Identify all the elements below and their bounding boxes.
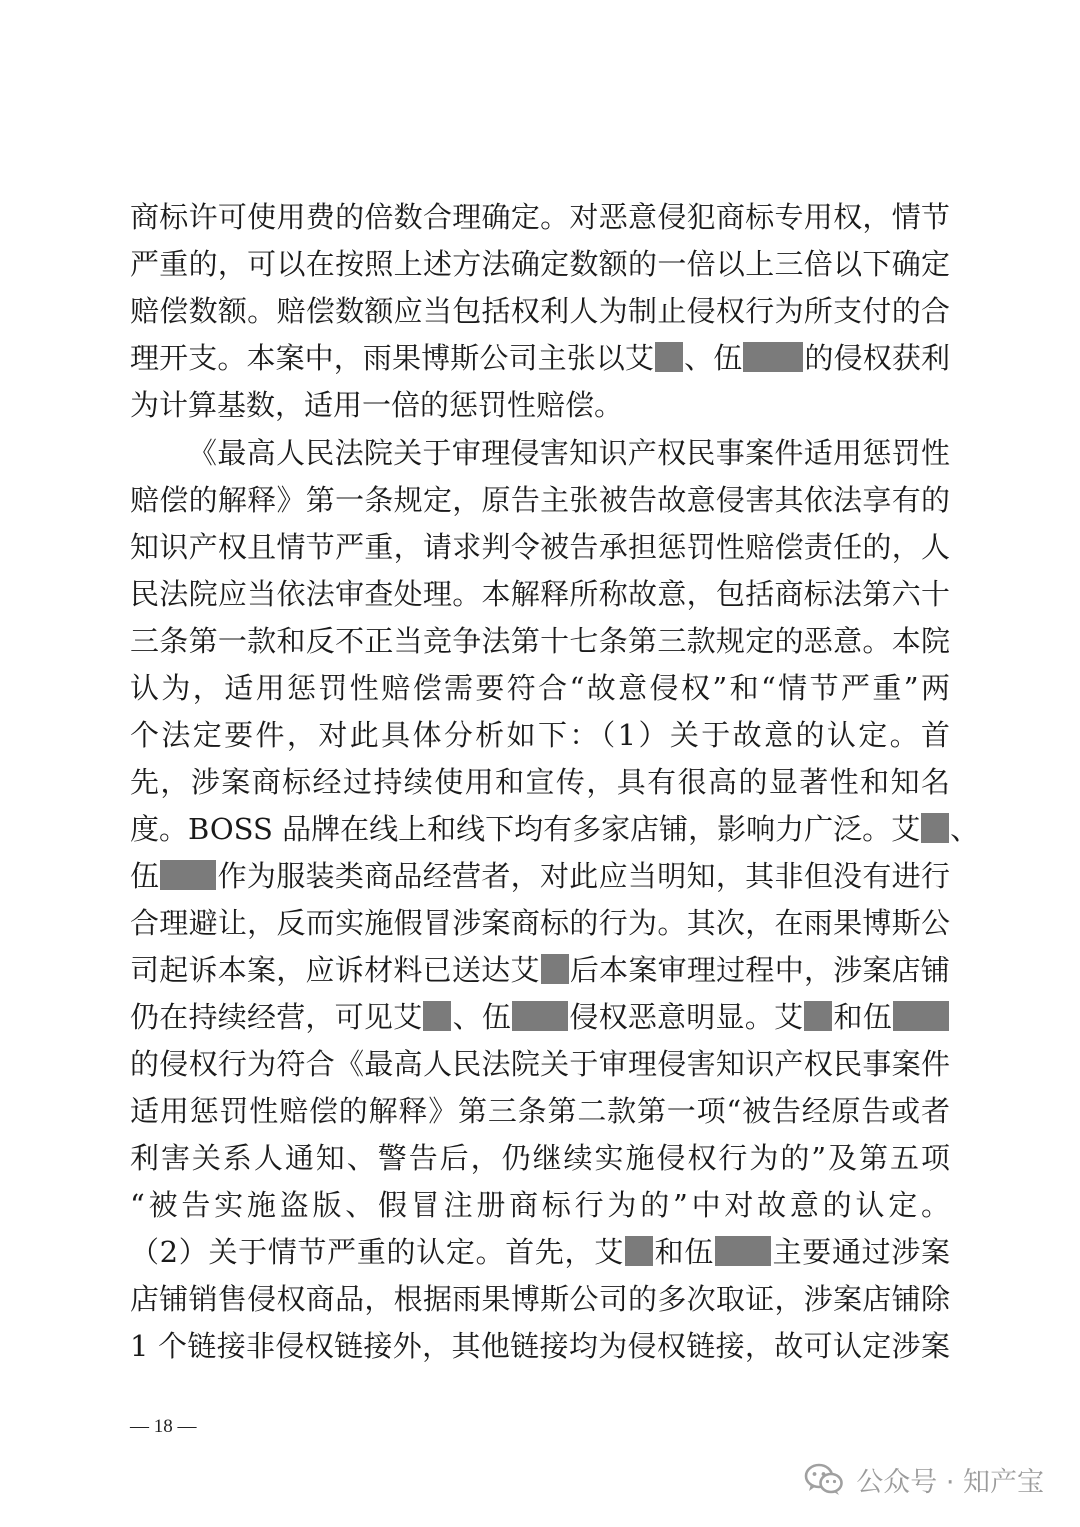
text-segment: 严重的，可以在按照上述方法确定数额的一倍以上三倍以下确定	[130, 247, 950, 281]
text-segment: 合理避让，反而实施假冒涉案商标的行为。其次，在雨果博斯公	[130, 906, 950, 940]
text-segment: 主要通过涉案	[771, 1235, 950, 1269]
text-segment: 商标许可使用费的倍数合理确定。对恶意侵犯商标专用权，情节	[130, 200, 950, 234]
text-segment: 的侵权行为符合《最高人民法院关于审理侵害知识产权民事案件	[130, 1047, 950, 1081]
text-line-19	[130, 1041, 950, 1087]
text-segment: 理开支。本案中，雨果博斯公司主张以艾	[130, 341, 655, 375]
text-segment: 仍在持续经营，可见艾	[130, 1000, 423, 1034]
text-line-7	[130, 477, 950, 523]
text-segment: 店铺销售侵权商品，根据雨果博斯公司的多次取证，涉案店铺除	[130, 1282, 950, 1316]
text-segment: 、伍	[452, 1000, 512, 1034]
text-segment: 利害关系人通知、警告后，仍继续实施侵权行为的”及第五项	[130, 1141, 950, 1175]
text-segment: 认为，适用惩罚性赔偿需要符合“故意侵权”和“情节严重”两	[130, 671, 950, 705]
text-segment: 知识产权且情节严重，请求判令被告承担惩罚性赔偿责任的，人	[130, 530, 950, 564]
text-segment: 《最高人民法院关于审理侵害知识产权民事案件适用惩罚性	[188, 436, 950, 470]
text-line-11	[130, 665, 950, 711]
text-line-22	[130, 1182, 950, 1228]
text-line-24	[130, 1276, 950, 1322]
text-line-4	[130, 335, 950, 381]
text-segment: 、伍	[684, 341, 743, 375]
text-segment: 个法定要件，对此具体分析如下：（1）关于故意的认定。首	[130, 718, 950, 752]
text-segment: 伍	[130, 859, 160, 893]
redaction-block	[804, 1001, 832, 1031]
text-segment: “被告实施盗版、假冒注册商标行为的”中对故意的认定。	[130, 1188, 950, 1222]
text-segment: 三条第一款和反不正当竞争法第十七条第三款规定的恶意。本院	[130, 624, 950, 658]
text-segment: 先，涉案商标经过持续使用和宣传，具有很高的显著性和知名	[130, 765, 950, 799]
redaction-block	[512, 1001, 568, 1031]
redaction-block	[423, 1001, 451, 1031]
redaction-block	[715, 1236, 771, 1266]
text-line-21	[130, 1135, 950, 1181]
text-line-5	[130, 382, 950, 428]
text-line-17	[130, 947, 950, 993]
redaction-block	[743, 342, 803, 372]
text-segment: 后本案审理过程中，涉案店铺	[569, 953, 950, 987]
redaction-block	[541, 954, 569, 984]
text-line-13	[130, 759, 950, 805]
text-segment: 和伍	[653, 1235, 714, 1269]
text-segment: 度。BOSS 品牌在线上和线下均有多家店铺，影响力广泛。艾	[130, 812, 921, 846]
text-line-12	[130, 712, 950, 758]
text-segment: 1 个链接非侵权链接外，其他链接均为侵权链接，故可认定涉案	[130, 1329, 950, 1363]
text-line-10	[130, 618, 950, 664]
redaction-block	[625, 1236, 653, 1266]
text-segment: 适用惩罚性赔偿的解释》第三条第二款第一项“被告经原告或者	[130, 1094, 950, 1128]
text-segment: （2）关于情节严重的认定。首先，艾	[130, 1235, 624, 1269]
text-segment: 司起诉本案，应诉材料已送达艾	[130, 953, 540, 987]
text-segment: 和伍	[833, 1000, 892, 1034]
text-line-20	[130, 1088, 950, 1134]
text-line-18	[130, 994, 950, 1040]
redaction-block	[655, 342, 683, 372]
text-line-23	[130, 1229, 950, 1275]
text-segment: 赔偿数额。赔偿数额应当包括权利人为制止侵权行为所支付的合	[130, 294, 950, 328]
text-segment: 民法院应当依法审查处理。本解释所称故意，包括商标法第六十	[130, 577, 950, 611]
text-segment: 侵权恶意明显。艾	[569, 1000, 804, 1034]
watermark	[804, 1455, 1044, 1503]
wechat-icon	[804, 1462, 844, 1496]
text-segment: 、	[950, 812, 980, 846]
redaction-block	[893, 1001, 949, 1031]
text-segment: 赔偿的解释》第一条规定，原告主张被告故意侵害其依法享有的	[130, 483, 950, 517]
text-line-8	[130, 524, 950, 570]
text-line-16	[130, 900, 950, 946]
text-segment: 作为服装类商品经营者，对此应当明知，其非但没有进行	[217, 859, 950, 893]
text-line-9	[130, 571, 950, 617]
text-line-15	[130, 853, 950, 899]
page-number: — 18 —	[130, 1416, 197, 1437]
text-segment: 为计算基数，适用一倍的惩罚性赔偿。	[130, 388, 624, 422]
text-line-3	[130, 288, 950, 334]
watermark-text: 公众号 · 知产宝	[856, 1466, 1044, 1498]
text-segment: 的侵权获利	[804, 341, 950, 375]
text-line-1	[130, 194, 950, 240]
text-line-14	[130, 806, 980, 852]
text-line-6	[188, 430, 950, 476]
redaction-block	[921, 813, 949, 843]
text-line-2	[130, 241, 950, 287]
text-line-25	[130, 1323, 950, 1369]
redaction-block	[160, 860, 216, 890]
